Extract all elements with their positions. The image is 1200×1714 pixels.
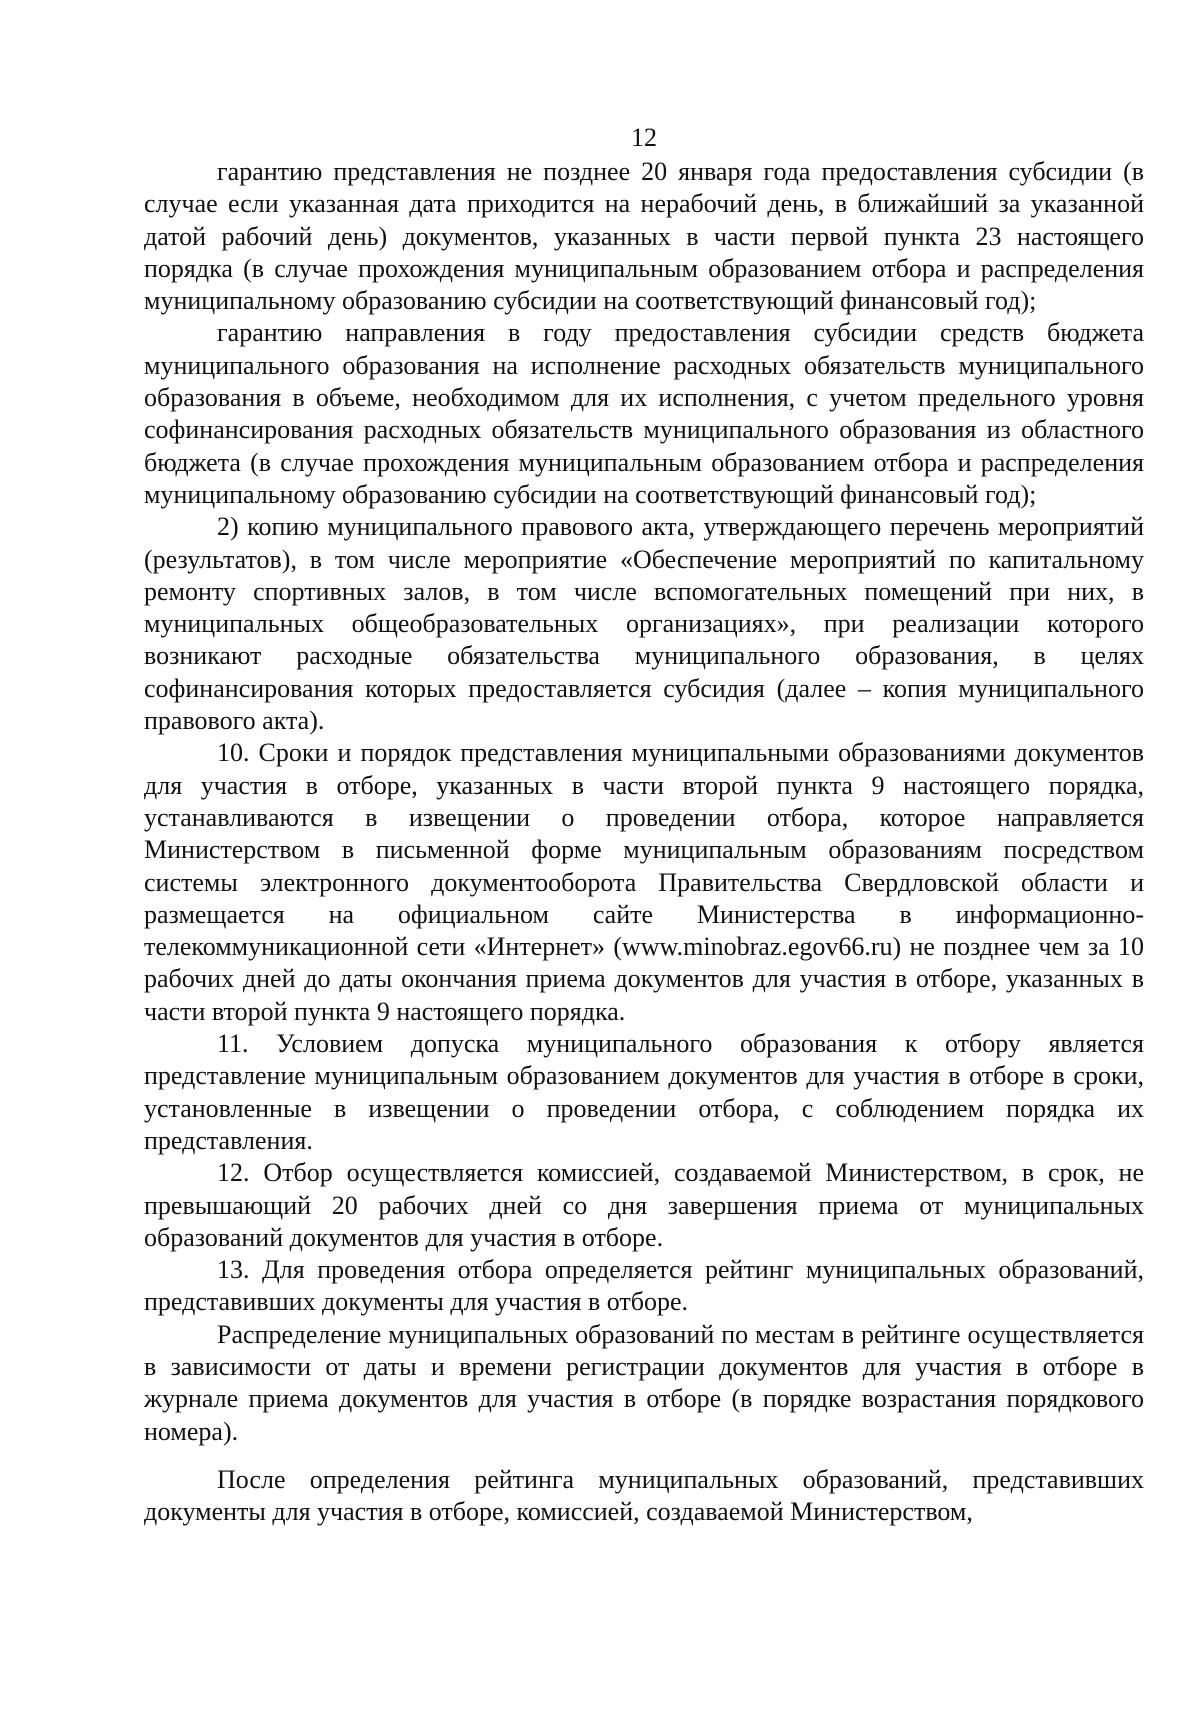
paragraph-item-11: 11. Условием допуска муниципального образования к отбору является представление муниципальным образованием документов для участия в отборе в сроки, установленные в извещении о проведении отбора, с соблюдением порядка их представления. xyxy=(144,1029,1144,1155)
paragraph-rating-distribution: Распределение муниципальных образований по местам в рейтинге осуществляется в зависимости от даты и времени регистрации документов для участия в отборе в журнале приема документов для участия в отборе (в порядке возрастания порядкового номера). xyxy=(144,1319,1144,1446)
paragraph-item-12: 12. Отбор осуществляется комиссией, создаваемой Министерством, в срок, не превышающий 20 рабочих дней со дня завершения приема от муниципальных образований документов для участия в отборе. xyxy=(144,1158,1144,1252)
paragraph-guarantee-submission: гарантию представления не позднее 20 января года предоставления субсидии (в случае если указанная дата приходится на нерабочий день, в ближайший за указанной датой рабочий день) документов, указанных в части первой пункта 23 настоящего порядка (в случае прохождения муниципальным образованием отбора и распределения муниципальному образованию субсидии на соответствующий финансовый год); xyxy=(144,157,1144,316)
page-number: 12 xyxy=(631,123,657,152)
paragraph-after-rating: После определения рейтинга муниципальных образований, представивших документы для участия в отборе, комиссией, создаваемой Министерством, xyxy=(144,1464,1144,1527)
paragraph-item-10: 10. Сроки и порядок представления муниципальными образованиями документов для участия в отборе, указанных в части второй пункта 9 настоящего порядка, устанавливаются в извещении о проведении отбора, которое направляется Министерством в письменной форме муниципальным образованиям посредством системы электронного документооборота Правительства Свердловской области и размещается на официальном сайте Министерства в информационно-телекоммуникационной сети «Интернет» (www.minobraz.egov66.ru) не позднее чем за 10 рабочих дней до даты окончания приема документов для участия в отборе, указанных в части второй пункта 9 настоящего порядка. xyxy=(144,738,1144,1026)
paragraph-item-13: 13. Для проведения отбора определяется рейтинг муниципальных образований, представивших документы для участия в отборе. xyxy=(144,1255,1144,1317)
document-page xyxy=(144,122,1144,1528)
paragraph-guarantee-budget: гарантию направления в году предоставления субсидии средств бюджета муниципального образования на исполнение расходных обязательств муниципального образования в объеме, необходимом для их исполнения, с учетом предельного уровня софинансирования расходных обязательств муниципального образования из областного бюджета (в случае прохождения муниципальным образованием отбора и распределения муниципальному образованию субсидии на соответствующий финансовый год); xyxy=(144,318,1144,509)
paragraph-item-2-copy-act: 2) копию муниципального правового акта, утверждающего перечень мероприятий (результатов), в том числе мероприятие «Обеспечение мероприятий по капитальному ремонту спортивных залов, в том числе вспомогательных помещений при них, в муниципальных общеобразовательных организациях», при реализации которого возникают расходные обязательства муниципального образования, в целях софинансирования которых предоставляется субсидия (далее – копия муниципального правового акта). xyxy=(144,512,1144,736)
